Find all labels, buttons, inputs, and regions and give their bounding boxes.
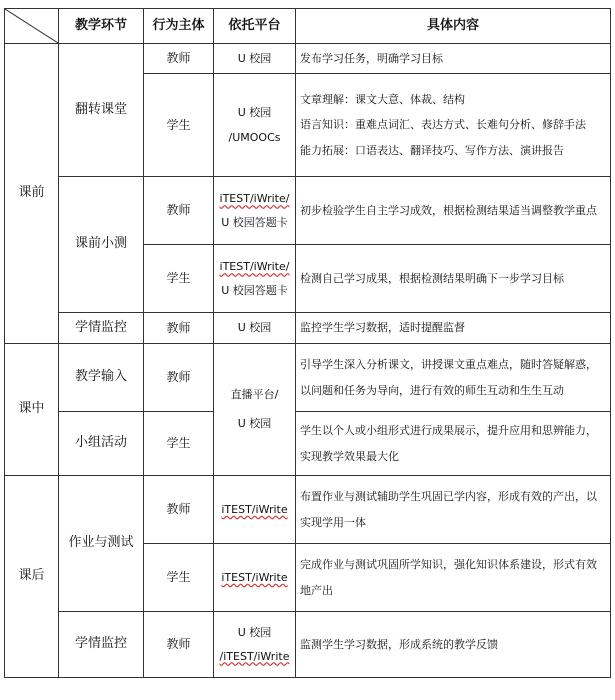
subject-cell: 教师 <box>144 177 214 245</box>
content-line: 学生以个人或小组形式进行成果展示，提升应用和思辨能力， <box>300 424 597 438</box>
table-row <box>5 476 611 544</box>
platform-line: /UMOOCs <box>228 131 281 144</box>
platform-cell: U 校园 <box>214 44 296 74</box>
content-cell <box>296 544 611 612</box>
platform-cell <box>214 74 296 177</box>
table-row <box>5 412 611 476</box>
platform-line: iTEST/iWrite/ <box>219 260 290 274</box>
header-content: 具体内容 <box>296 9 611 44</box>
content-line: 布置作业与测试辅助学生巩固已学内容，形成有效的产出，以 <box>300 490 597 504</box>
content-line: 文章理解：课文大意、体裁、结构 <box>300 93 465 107</box>
platform-line: iTEST/iWrite/ <box>219 192 290 206</box>
header-row <box>5 9 611 44</box>
section-input: 教学输入 <box>59 344 144 412</box>
platform-cell <box>214 344 296 476</box>
platform-cell <box>214 245 296 313</box>
diagonal-corner-cell <box>5 9 59 44</box>
content-line: 语言知识：重难点词汇、表达方式、长难句分析、修辞手法 <box>300 118 586 132</box>
diagonal-line <box>5 9 58 43</box>
subject-cell: 学生 <box>144 74 214 177</box>
platform-cell <box>214 612 296 678</box>
subject-cell: 学生 <box>144 245 214 313</box>
platform-cell <box>214 476 296 544</box>
header-section: 教学环节 <box>59 9 144 44</box>
platform-line: U 校园 <box>237 626 272 640</box>
platform-line: U 校园答题卡 <box>221 283 288 297</box>
section-homework: 作业与测试 <box>59 476 144 612</box>
content-cell: 监控学生学习数据，适时提醒监督 <box>296 313 611 344</box>
subject-cell: 教师 <box>144 612 214 678</box>
table-row <box>5 313 611 344</box>
content-line: 实现教学效果最大化 <box>300 449 399 463</box>
section-flip: 翻转课堂 <box>59 44 144 177</box>
content-cell: 发布学习任务，明确学习目标 <box>296 44 611 74</box>
subject-cell: 教师 <box>144 44 214 74</box>
platform-line: U 校园答题卡 <box>221 215 288 229</box>
section-group: 小组活动 <box>59 412 144 476</box>
platform-cell <box>214 177 296 245</box>
platform-line: U 校园 <box>237 105 272 119</box>
content-cell: 初步检验学生自主学习成效，根据检测结果适当调整教学重点 <box>296 177 611 245</box>
platform-line: U 校园 <box>237 416 272 430</box>
content-cell <box>296 412 611 476</box>
subject-cell: 学生 <box>144 412 214 476</box>
stage-during: 课中 <box>5 344 59 476</box>
content-cell <box>296 344 611 412</box>
section-quiz: 课前小测 <box>59 177 144 313</box>
content-line: 实现学用一体 <box>300 515 366 529</box>
teaching-plan-table <box>4 8 611 678</box>
subject-cell: 教师 <box>144 344 214 412</box>
stage-after: 课后 <box>5 476 59 678</box>
content-line: 引导学生深入分析课文，讲授课文重点难点，随时答疑解惑， <box>300 358 597 372</box>
platform-cell: U 校园 <box>214 313 296 344</box>
table-row <box>5 177 611 245</box>
content-line: 完成作业与测试巩固所学知识，强化知识体系建设，形式有效 <box>300 558 597 572</box>
platform-cell <box>214 544 296 612</box>
table-row <box>5 44 611 74</box>
content-line: 地产出 <box>300 583 333 597</box>
platform-line: 直播平台/ <box>230 387 279 401</box>
content-cell <box>296 476 611 544</box>
subject-cell: 教师 <box>144 313 214 344</box>
content-line: 能力拓展：口语表达、翻译技巧、写作方法、演讲报告 <box>300 143 564 157</box>
table-row <box>5 344 611 412</box>
content-cell: 检测自己学习成果，根据检测结果明确下一步学习目标 <box>296 245 611 313</box>
content-cell <box>296 74 611 177</box>
section-monitor: 学情监控 <box>59 313 144 344</box>
content-line: 以问题和任务为导向，进行有效的师生互动和生生互动 <box>300 383 564 397</box>
platform-line: iTEST/iWrite <box>221 570 288 584</box>
section-monitor: 学情监控 <box>59 612 144 678</box>
table-row <box>5 612 611 678</box>
content-cell: 监测学生学习数据，形成系统的教学反馈 <box>296 612 611 678</box>
subject-cell: 学生 <box>144 544 214 612</box>
stage-before: 课前 <box>5 44 59 344</box>
platform-line: /iTEST/iWrite <box>219 649 290 663</box>
header-subject: 行为主体 <box>144 9 214 44</box>
header-platform: 依托平台 <box>214 9 296 44</box>
subject-cell: 教师 <box>144 476 214 544</box>
platform-line: iTEST/iWrite <box>221 502 288 516</box>
